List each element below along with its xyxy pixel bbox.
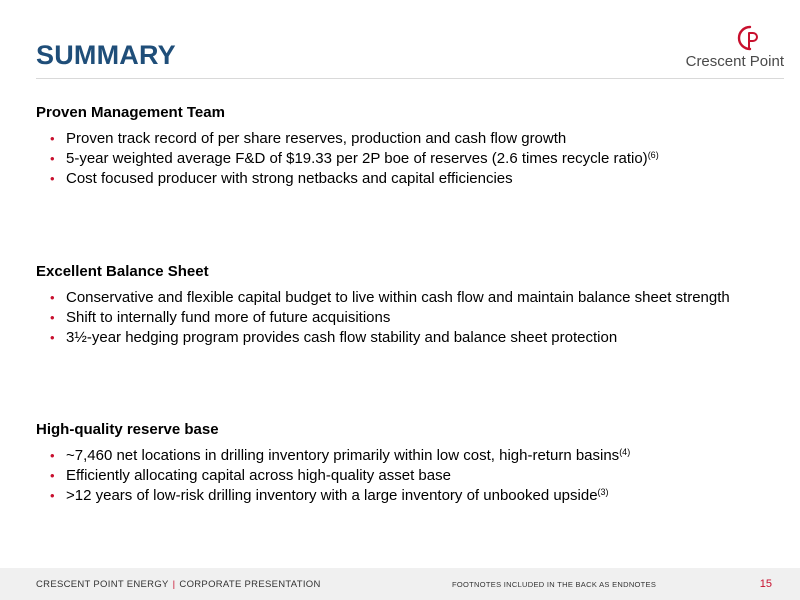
crescent-point-logo-icon <box>734 24 762 52</box>
footer <box>0 568 800 600</box>
bullet-icon: • <box>50 171 55 186</box>
page-number: 15 <box>759 578 772 590</box>
footer-doc-title: CORPORATE PRESENTATION <box>179 579 321 590</box>
footnote-ref: (6) <box>647 150 659 160</box>
list-item <box>50 466 776 486</box>
list-item-text: Shift to internally fund more of future acquisitions <box>66 309 391 326</box>
list-item-text: 5-year weighted average F&D of $19.33 per 2P boe of reserves (2.6 times recycle ratio) <box>66 150 648 167</box>
list-item <box>50 129 776 149</box>
bullet-icon: • <box>50 488 55 503</box>
bullet-icon: • <box>50 468 55 483</box>
list-item <box>50 308 776 328</box>
footer-company: CRESCENT POINT ENERGY <box>36 579 169 590</box>
bullet-list <box>36 129 776 189</box>
list-item-text: >12 years of low-risk drilling inventory with a large inventory of unbooked upside <box>66 487 598 504</box>
list-item <box>50 446 776 466</box>
logo-text: Crescent Point <box>685 53 784 70</box>
section-management <box>36 104 776 189</box>
section-heading: Excellent Balance Sheet <box>36 263 209 280</box>
list-item <box>50 149 776 169</box>
footer-company-line <box>36 579 321 590</box>
list-item <box>50 169 776 189</box>
bullet-icon: • <box>50 330 55 345</box>
footer-separator: | <box>172 579 176 590</box>
bullet-list <box>36 288 776 348</box>
footnote-ref: (3) <box>597 487 609 497</box>
list-item <box>50 486 776 506</box>
bullet-icon: • <box>50 310 55 325</box>
bullet-icon: • <box>50 448 55 463</box>
bullet-list <box>36 446 776 506</box>
section-reserve-base <box>36 421 776 506</box>
list-item-text: Conservative and flexible capital budget to live within cash flow and maintain balance sheet strength <box>66 289 730 306</box>
list-item <box>50 328 776 348</box>
company-logo <box>654 24 784 74</box>
bullet-icon: • <box>50 151 55 166</box>
list-item <box>50 288 776 308</box>
section-balance-sheet <box>36 263 776 348</box>
page-title: SUMMARY <box>36 40 176 70</box>
bullet-icon: • <box>50 290 55 305</box>
footnote-ref: (4) <box>619 447 631 457</box>
title-divider <box>36 78 784 79</box>
footer-note: FOOTNOTES INCLUDED IN THE BACK AS ENDNOTES <box>452 580 657 589</box>
list-item-text: Proven track record of per share reserves, production and cash flow growth <box>66 130 567 147</box>
list-item-text: Efficiently allocating capital across high-quality asset base <box>66 467 451 484</box>
list-item-text: 3½-year hedging program provides cash flow stability and balance sheet protection <box>66 329 618 346</box>
section-heading: High-quality reserve base <box>36 421 219 438</box>
section-heading: Proven Management Team <box>36 104 225 121</box>
bullet-icon: • <box>50 131 55 146</box>
list-item-text: Cost focused producer with strong netbacks and capital efficiencies <box>66 170 513 187</box>
list-item-text: ~7,460 net locations in drilling inventory primarily within low cost, high-return basins <box>66 447 620 464</box>
